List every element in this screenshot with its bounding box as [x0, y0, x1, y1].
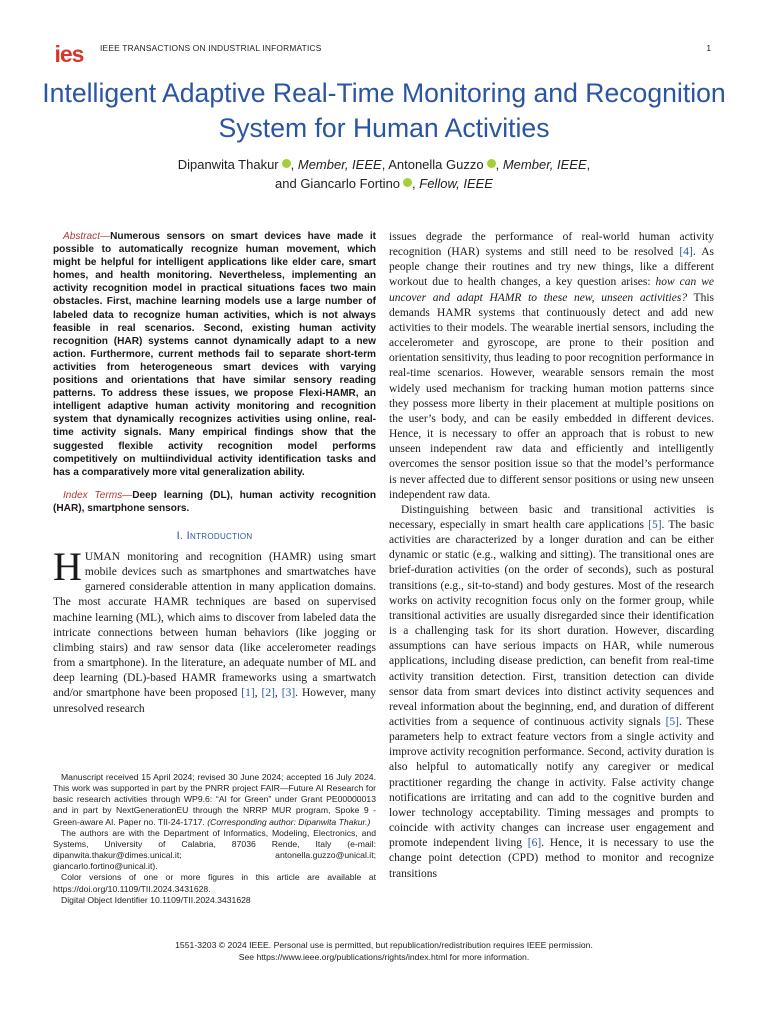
- footnote-color-versions: Color versions of one or more figures in this article are available at https://doi.org/10.1109/TII.2024.3431628.: [53, 872, 376, 894]
- first-page-footnote: [53, 772, 376, 906]
- orcid-icon[interactable]: [403, 178, 412, 187]
- author-line-1: Dipanwita Thakur , Member, IEEE, Antonella Guzzo , Member, IEEE,: [177, 157, 591, 172]
- citation-link[interactable]: [6]: [527, 837, 542, 850]
- citation-link[interactable]: [3]: [281, 687, 296, 700]
- citation-link[interactable]: [5]: [665, 716, 679, 728]
- footnote-doi: Digital Object Identifier 10.1109/TII.2024.3431628: [61, 894, 251, 905]
- copyright-line-2[interactable]: See https://www.ieee.org/publications/rights/index.html for more information.: [238, 951, 530, 962]
- intro-paragraph-1: HUMAN monitoring and recognition (HAMR) using smart mobile devices such as smartphones and smartwatches have garnered considerable attention in many application domains. The most accurate HAMR techniques are based on supervised machine learning (ML), which aims to discover from labeled data the intricate connections between human behaviors (like jogging or climbing stairs) and raw sensor data (like accelerometer readings from a smartphone). In the literature, an adequate number of ML and deep learning (DL)-based HAMR frameworks using a smartwatch and/or smartphone have been proposed [1], [2], [3]. However, many unresolved research: [53, 543, 377, 715]
- drop-cap: H: [53, 543, 82, 589]
- orcid-icon[interactable]: [487, 159, 496, 168]
- author-role: Fellow, IEEE: [419, 176, 493, 191]
- author-name: Dipanwita Thakur: [177, 157, 279, 172]
- citation-link[interactable]: [4]: [679, 246, 693, 259]
- body-paragraph-2: Distinguishing between basic and transitional activities is necessary, especially in smart health care applications [5]. The basic activities are characterized by a longer duration and can be either dynamic or static (e.g., walking and sitting). The transitional ones are brief-duration activities (on the order of seconds), such as postural transitions (e.g., sit-to-stand) and body gestures. Most of the research works on activity recognition focus only on the former group, while transitional activities are usually disregarded since their identification is a challenging task for its short duration. However, discarding assumptions can have serious impacts on HAR, while numerous applications, including disease prediction, can benefit from real-time activity transition detection. First, transition detection can divide sensor data from smart devices into distinct activity sequences and reveal information about the beginning, end, and duration of different activities from a sequence of continuous activity signals [5]. These parameters help to extract feature vectors from a single activity and improve activity recognition performance. Second, activity duration is also helpful to automatically notify any caregiver or medical practitioner regarding the change in activity. False activity change notifications are irritating and can add to the cognitive burden and lower technology acceptability. Timing messages and prompts to coincide with activity changes can increase user engagement and promote independent living [6]. Hence, it is necessary to use the change point detection (CPD) method to monitor and recognize transitions: [389, 503, 714, 880]
- footnote-manuscript: Manuscript received 15 April 2024; revised 30 June 2024; accepted 16 July 2024. This work was supported in part by the PNRR project FAIR—Future AI Research for basic research activities through WP9.6: “AI for Green” under Grant PE00000013 and in part by NextGenerationEU through the NRRP MUR program, Spoke 9 - Green-aware AI. Paper no. TII-24-1717. (Corresponding author: Dipanwita Thakur.): [53, 772, 376, 827]
- section-title: Introduction: [186, 529, 253, 542]
- author-list: [40, 155, 728, 193]
- abstract-label: Abstract: [63, 231, 101, 242]
- ies-logo: [48, 41, 90, 67]
- author-line-2: and Giancarlo Fortino , Fellow, IEEE: [275, 176, 493, 191]
- citation-link[interactable]: [5]: [648, 518, 662, 531]
- section-heading-introduction: [53, 530, 376, 542]
- index-terms-text: Deep learning (DL), human activity recognition (HAR), smartphone sensors.: [53, 489, 376, 514]
- right-column: [389, 230, 714, 882]
- key-question: how can we uncover and adapt HAMR to these new, unseen activities?: [389, 276, 714, 304]
- copyright-line-1: 1551-3203 © 2024 IEEE. Personal use is permitted, but republication/redistribution requires IEEE permission.: [175, 940, 593, 950]
- journal-running-head: IEEE TRANSACTIONS ON INDUSTRIAL INFORMATICS: [100, 43, 322, 53]
- author-role: Member, IEEE: [502, 157, 587, 172]
- orcid-icon[interactable]: [282, 159, 291, 168]
- paper-title: Intelligent Adaptive Real-Time Monitoring and Recognition System for Human Activities: [42, 78, 726, 143]
- section-number: I.: [176, 529, 184, 542]
- author-role: Member, IEEE: [297, 157, 382, 172]
- citation-link[interactable]: [1]: [241, 687, 255, 700]
- copyright-notice: [40, 940, 728, 963]
- ies-logo-text: ies: [54, 41, 84, 67]
- abstract: Abstract—Numerous sensors on smart devices have made it possible to automatically recognize human movement, which might be helpful for intelligent applications like elder care, smart homes, and health monitoring. Nevertheless, implementing an activity recognition model in practical situations faces two main obstacles. First, machine learning models use a large number of labeled data to recognize human activities, which is not always feasible in real scenarios. Second, existing human activity recognition (HAR) systems cannot dynamically adapt to a new action. Furthermore, current methods fail to separate short-term activities from heterogeneous smart devices with varying positions and orientations that have similar sensory reading patterns. To address these issues, we propose Flexi-HAMR, an intelligent adaptive human activity monitoring and recognition system that dynamically recognizes activities using online, real-time activity signals. Many empirical findings show that the suggested flexible activity recognition model performs competitively on multiindividual activity identification tasks and has a comparatively more vital generalization ability.: [53, 231, 376, 478]
- citation-link[interactable]: [2]: [261, 687, 275, 700]
- index-terms: Index Terms—Deep learning (DL), human activity recognition (HAR), smartphone sensors.: [53, 489, 376, 514]
- abstract-text: Numerous sensors on smart devices have made it possible to automatically recognize human movement, which might be helpful for intelligent applications like elder care, smart homes, and health monitoring. Nevertheless, implementing an activity recognition model in practical situations faces two main obstacles. First, machine learning models use a large number of labeled data to recognize human activities, which is not always feasible in real scenarios. Second, existing human activity recognition (HAR) systems cannot dynamically adapt to a new action. Furthermore, current methods fail to separate short-term activities from heterogeneous smart devices with varying positions and orientations that have similar sensory reading patterns. To address these issues, we propose Flexi-HAMR, an intelligent adaptive human activity monitoring and recognition system that dynamically recognizes activities using online, real-time activity signals. Many empirical findings show that the suggested flexible activity recognition model performs competitively on multiindividual activity identification tasks and has a comparatively more vital generalization ability.: [53, 231, 376, 478]
- footnote-affiliation: The authors are with the Department of Informatics, Modeling, Electronics, and Systems, University of Calabria, 87036 Rende, Italy (e-mail: dipanwita.thakur@dimes.unical.it; antonella.guzzo@unical.it; giancarlo.fortino@unical.it).: [53, 827, 376, 872]
- index-terms-label: Index Terms: [63, 489, 123, 501]
- left-column: [53, 230, 376, 717]
- page-number: 1: [706, 43, 711, 53]
- author-name: Antonella Guzzo: [388, 157, 484, 172]
- body-paragraph-1: issues degrade the performance of real-world human activity recognition (HAR) systems and still need to be resolved [4]. As people change their routines and try new things, like a different workout due to health changes, a key question arises: how can we uncover and adapt HAMR to these new, unseen activities? This demands HAMR systems that continuously detect and add new activities to their models. The wearable inertial sensors, including the accelerometer and gyroscope, are prone to their position and orientation sensitivity, thus leading to poor recognition performance in real-time scenarios. However, wearable sensors remain the most widely used mechanism for tracking human motion patterns since they possess more liberty in their placement at multiple positions on the user’s body, and can be easily embedded in different devices. Hence, it is necessary to offer an approach that is robust to new unseen independent raw data and efficiently and intelligently overcomes the sensor position issue so that the model’s performance is never affected due to different sensor positions or using new unseen independent raw data.: [389, 231, 714, 501]
- author-name: and Giancarlo Fortino: [275, 176, 401, 191]
